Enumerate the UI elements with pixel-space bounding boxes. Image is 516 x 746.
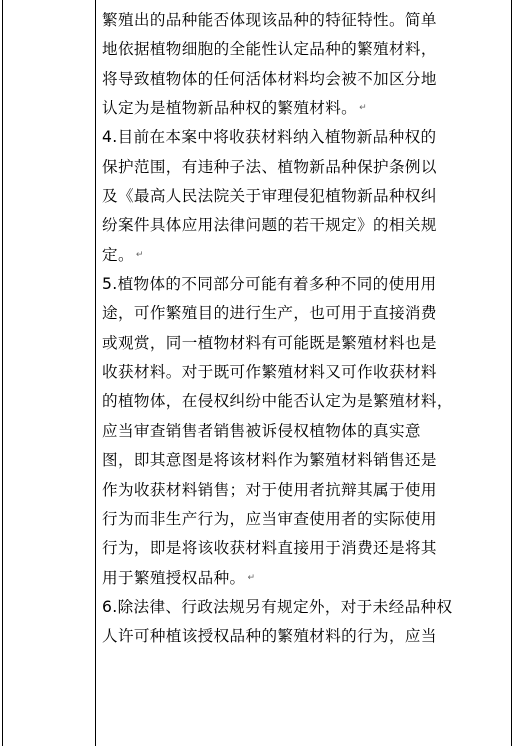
text-line xyxy=(102,387,506,416)
text-line-content: 繁殖出的品种能否体现该品种的特征特性。简单 xyxy=(102,11,437,29)
table-left-cell xyxy=(3,0,95,746)
text-line-content: 5.植物体的不同部分可能有着多种不同的使用用 xyxy=(102,275,437,294)
paragraph-mark-icon: ↵ xyxy=(359,103,368,114)
text-line-content: 行为而非生产行为，应当审查使用者的实际使用 xyxy=(102,509,437,528)
text-line xyxy=(102,123,506,152)
column-divider xyxy=(95,0,96,746)
paragraph-mark-icon: ↵ xyxy=(247,572,256,583)
text-line-content: 4.目前在本案中将收获材料纳入植物新品种权的 xyxy=(102,128,437,147)
text-line xyxy=(102,241,506,270)
text-line-content: 作为收获材料销售；对于使用者抗辩其属于使用 xyxy=(102,480,437,499)
text-line xyxy=(102,476,506,505)
text-line xyxy=(102,446,506,475)
text-line-content: 的植物体，在侵权纠纷中能否认定为是繁殖材料， xyxy=(102,392,453,411)
table-text-cell xyxy=(102,6,506,652)
text-line-content: 及《最高人民法院关于审理侵犯植物新品种权纠 xyxy=(102,187,437,206)
text-line-content: 途，可作繁殖目的进行生产，也可用于直接消费 xyxy=(102,304,437,323)
text-line xyxy=(102,564,506,593)
text-line xyxy=(102,153,506,182)
text-line xyxy=(102,534,506,563)
text-line xyxy=(102,35,506,64)
text-line-content: 保护范围，有违种子法、植物新品种保护条例以 xyxy=(102,157,437,176)
text-line-content: 纷案件具体应用法律问题的若干规定》的相关规 xyxy=(102,216,437,235)
text-line-content: 认定为是植物新品种权的繁殖材料。 xyxy=(102,99,358,118)
text-line xyxy=(102,182,506,211)
text-line xyxy=(102,622,506,651)
text-line-content: 人许可种植该授权品种的繁殖材料的行为，应当 xyxy=(102,627,437,646)
text-line-content: 定。 xyxy=(102,245,134,264)
text-line-content: 用于繁殖授权品种。 xyxy=(102,568,246,587)
text-line xyxy=(102,299,506,328)
text-line xyxy=(102,94,506,123)
text-line-content: 或观赏，同一植物材料有可能既是繁殖材料也是 xyxy=(102,333,437,352)
text-line xyxy=(102,593,506,622)
paragraph-mark-icon: ↵ xyxy=(135,249,144,260)
text-line xyxy=(102,211,506,240)
text-line-content: 行为，即是将该收获材料直接用于消费还是将其 xyxy=(102,539,437,558)
text-line xyxy=(102,417,506,446)
text-line-content: 应当审查销售者销售被诉侵权植物体的真实意 xyxy=(102,421,421,440)
text-line-content: 地依据植物细胞的全能性认定品种的繁殖材料， xyxy=(102,40,437,59)
text-line xyxy=(102,505,506,534)
text-line xyxy=(102,6,506,35)
text-line xyxy=(102,358,506,387)
text-line xyxy=(102,65,506,94)
text-line xyxy=(102,329,506,358)
text-line-content: 收获材料。对于既可作繁殖材料又可作收获材料 xyxy=(102,363,437,382)
text-line-content: 将导致植物体的任何活体材料均会被不加区分地 xyxy=(102,69,437,88)
text-line xyxy=(102,270,506,299)
text-line-content: 图，即其意图是将该材料作为繁殖材料销售还是 xyxy=(102,451,437,470)
text-line-content: 6.除法律、行政法规另有规定外，对于未经品种权 xyxy=(102,597,453,616)
